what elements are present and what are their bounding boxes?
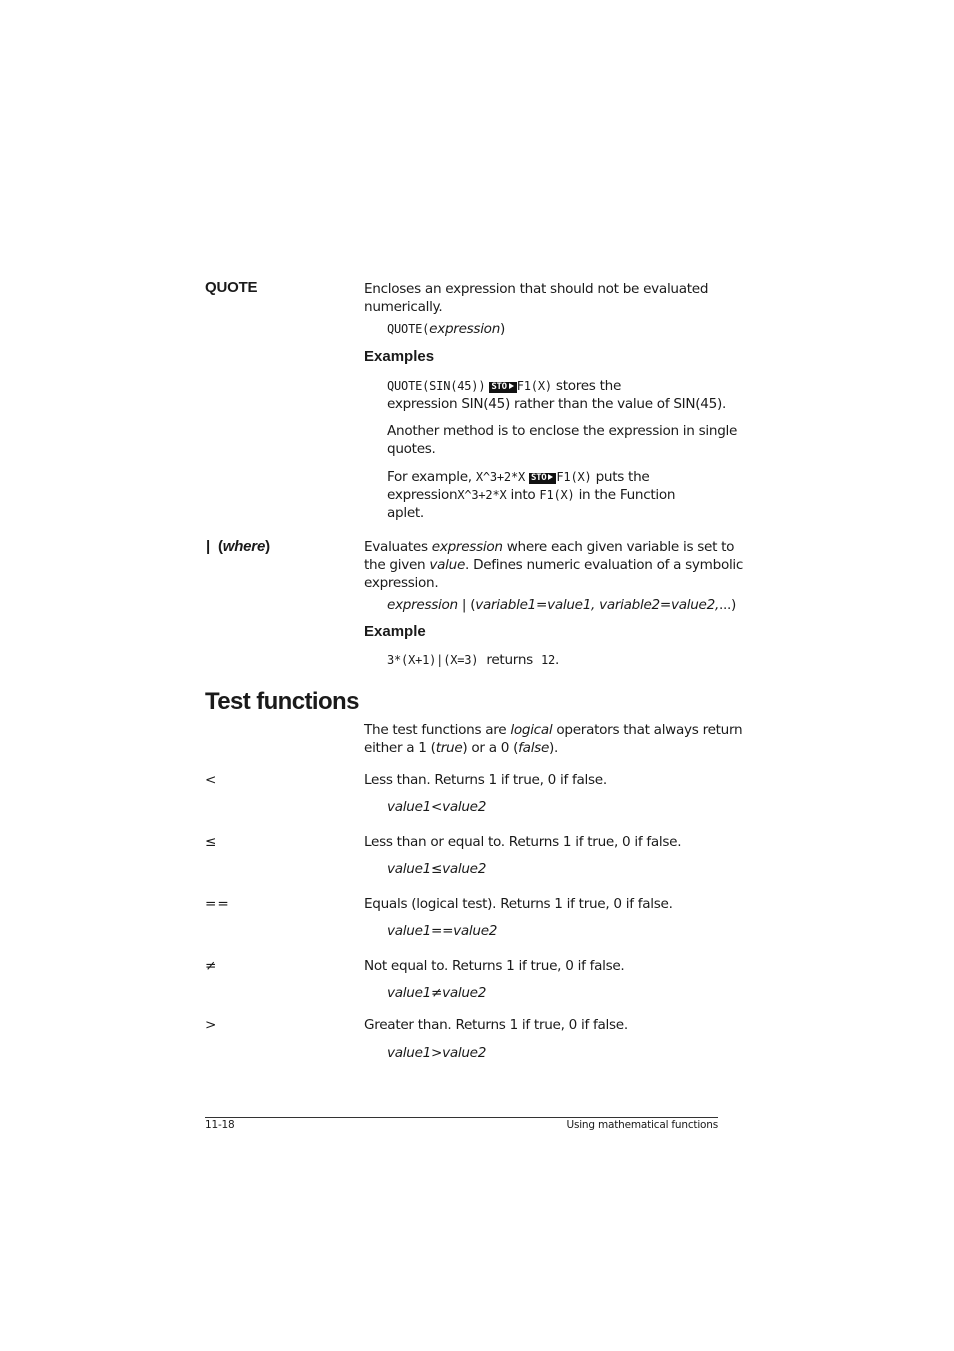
quote-syntax-arg: expression	[429, 321, 501, 337]
sto-key-icon: STO	[529, 473, 556, 484]
quote-syntax-code: QUOTE(	[387, 322, 430, 336]
where-description	[364, 538, 743, 592]
where-term-bar: |	[206, 538, 210, 555]
quote-example-1	[387, 377, 726, 413]
quote-ex3-code3: X^3+2*X	[457, 488, 507, 502]
test-syntax-eq: value1==value2	[387, 923, 498, 939]
where-desc-text: where each given variable is set to	[502, 539, 735, 555]
where-ex-result: 12	[540, 653, 556, 667]
sto-key-icon: STO	[489, 382, 516, 393]
quote-ex1-code1: QUOTE(SIN(45))	[387, 379, 486, 393]
test-desc-gt: Greater than. Returns 1 if true, 0 if false.	[364, 1017, 628, 1033]
where-example	[387, 651, 559, 669]
where-desc-value: value	[429, 557, 466, 573]
where-desc-text: Evaluates	[364, 539, 432, 555]
where-desc-line3: expression.	[364, 575, 439, 591]
intro-true: true	[435, 740, 463, 756]
quote-ex3-code2: F1(X)	[556, 470, 592, 484]
quote-ex3-line3: aplet.	[387, 505, 424, 521]
test-symbol-gt: >	[205, 1017, 217, 1033]
test-syntax-lt: value1<value2	[387, 799, 487, 815]
quote-ex3-text1: For example,	[387, 469, 472, 485]
quote-description	[364, 280, 708, 316]
quote-desc-line1: Encloses an expression that should not be evaluated	[364, 281, 709, 297]
quote-syntax	[387, 320, 505, 338]
where-syntax-expression: expression	[387, 597, 458, 613]
quote-desc-line2: numerically.	[364, 299, 443, 315]
where-ex-period: .	[555, 652, 560, 668]
where-term-word: where	[222, 538, 266, 555]
test-symbol-eq: ==	[205, 896, 230, 912]
quote-example-3	[387, 468, 675, 522]
test-desc-lt: Less than. Returns 1 if true, 0 if false.	[364, 772, 607, 788]
where-term	[206, 538, 270, 555]
test-symbol-lt: <	[205, 772, 217, 788]
where-ex-text: returns	[486, 652, 533, 668]
footer-section-title: Using mathematical functions	[566, 1119, 718, 1131]
test-intro	[364, 721, 742, 757]
test-symbol-le: ≤	[205, 834, 217, 850]
quote-example-2	[387, 422, 737, 458]
quote-ex1-text1: stores the	[555, 378, 622, 394]
intro-text: ) or a 0 (	[462, 740, 519, 756]
test-syntax-le: value1≤value2	[387, 861, 487, 877]
intro-logical: logical	[510, 722, 553, 738]
intro-text: ).	[549, 740, 559, 756]
intro-false: false	[518, 740, 550, 756]
quote-ex3-text4: into	[510, 487, 536, 503]
test-syntax-ne: value1≠value2	[387, 985, 487, 1001]
where-syntax-end: ...)	[718, 597, 737, 613]
where-example-heading: Example	[364, 623, 426, 640]
quote-syntax-close: )	[500, 321, 506, 337]
footer-rule	[205, 1117, 718, 1118]
where-syntax-vars: variable1=value1, variable2=value2,	[475, 597, 719, 613]
test-desc-ne: Not equal to. Returns 1 if true, 0 if false.	[364, 958, 625, 974]
where-desc-text: . Defines numeric evaluation of a symbolic	[465, 557, 744, 573]
where-syntax	[387, 596, 736, 614]
quote-ex3-code4: F1(X)	[539, 488, 575, 502]
test-desc-le: Less than or equal to. Returns 1 if true, 0 if false.	[364, 834, 682, 850]
where-desc-expression: expression	[431, 539, 503, 555]
test-desc-eq: Equals (logical test). Returns 1 if true, 0 if false.	[364, 896, 673, 912]
where-term-close: )	[265, 538, 270, 555]
intro-text: either a 1 (	[364, 740, 436, 756]
footer-page-number: 11-18	[205, 1119, 235, 1131]
where-desc-text: the given	[364, 557, 430, 573]
intro-text: operators that always return	[552, 722, 743, 738]
quote-ex3-text5: in the Function	[578, 487, 676, 503]
quote-term: QUOTE	[205, 279, 258, 296]
quote-ex1-code2: F1(X)	[516, 379, 552, 393]
where-syntax-bar: | (	[457, 597, 476, 613]
where-ex-code: 3*(X+1)|(X=3)	[387, 653, 479, 667]
quote-ex2-line2: quotes.	[387, 441, 436, 457]
quote-ex3-text2: puts the	[595, 469, 650, 485]
quote-examples-heading: Examples	[364, 348, 435, 365]
quote-ex3-text3: expression	[387, 487, 458, 503]
section-heading: Test functions	[205, 688, 359, 715]
test-syntax-gt: value1>value2	[387, 1045, 487, 1061]
test-symbol-ne: ≠	[205, 958, 217, 974]
quote-ex3-code1: X^3+2*X	[475, 470, 526, 484]
intro-text: The test functions are	[364, 722, 511, 738]
quote-ex1-line2: expression SIN(45) rather than the value of SIN(45).	[387, 396, 726, 412]
quote-ex2-line1: Another method is to enclose the expression in single	[387, 423, 738, 439]
where-term-open: (	[217, 538, 223, 555]
